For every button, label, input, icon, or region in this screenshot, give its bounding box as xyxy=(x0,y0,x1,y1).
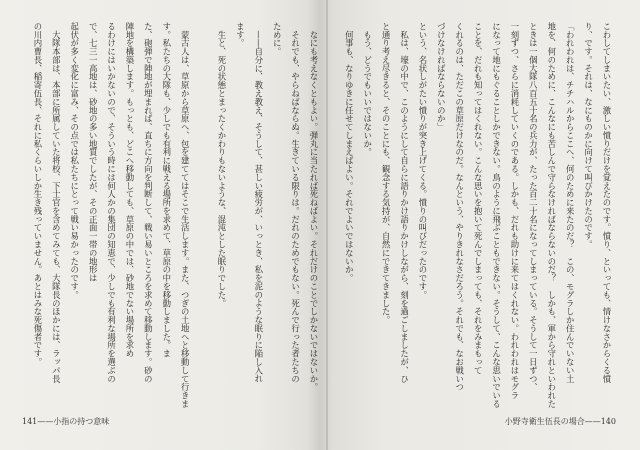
text-column: くれるのは、ただこの草原だけなのだ。なんという、やりきれなさだろう。それでも、なお戦いつ xyxy=(454,22,465,392)
text-column: 起伏が多く変化に富み、その点では私たちにとって戦い易かったのです。 xyxy=(69,22,80,299)
book-gutter xyxy=(326,0,328,450)
right-page xyxy=(336,22,616,414)
text-column: 陣地を構築します。もっとも、どこへ移動しても、草原の中では、砂地でない場所を求め xyxy=(124,22,135,358)
text-column: るわけにはいかないので、そういう時には何人かの集団の知恵で、少しでも有利な場所を選ぶの xyxy=(106,22,117,383)
column-gap xyxy=(194,22,212,414)
page-footer-right: 小野寺衛生伍長の場合——140 xyxy=(504,417,616,426)
text-column: た、砲弾で陣地が埋まれば、直ちに方向を判断して、戦い易いところを求めて移動します。砂の xyxy=(143,22,154,383)
text-column: ます。 xyxy=(235,22,246,48)
text-column: と通り考え尽きると、そのことにも、観念する気持が、自然にできてきました。 xyxy=(381,22,392,325)
left-page xyxy=(28,22,323,414)
text-column: の川内曹長、稲寄伍長、それに私くらいしか生き残っていません。あとはみな死傷者です。 xyxy=(32,22,43,366)
text-column: という、名状しがたい憤りが突き上げてくる。憤りの叫びだったのです。 xyxy=(417,22,428,299)
text-column: ——自分に、教え教え、そうして、甚しい疲労が、いっとき、私を泥のような眠りに陥し入れ xyxy=(253,22,264,383)
text-column: ことを、だれも知ってはくれない。こんな思いを抱いて死んでしまっても、それをみまもって xyxy=(473,22,484,375)
text-column: 何事も、なりゆきに任せてしまえばよい。それでよいではないか。 xyxy=(344,22,355,283)
text-column: 地を、何のために、こんなにも苦しんで守らなければならないのだ？ しかも、軍から守れといわれた xyxy=(546,22,557,408)
text-column: づけなければならないのか」 xyxy=(436,22,447,132)
text-column: こわしてしまいたい、激しい憤りだけを覚えたのです。憤り、といっても、情けなさからくる憤 xyxy=(602,22,612,383)
text-column: 「われわれは、チチハルからここへ、何のために来たのだ？ この、モグラしか住んでいない土 xyxy=(565,22,576,383)
text-column: 一刻ずつ、さらに消耗していくのである。しかも、だれも助けに来てはくれない。われわれはモグラ xyxy=(509,22,520,400)
text-column: 生と、死の状態とまったくかわりもないような、混沌とした眠りでした。 xyxy=(216,22,227,308)
text-column: それでも、やらねばならぬ。生きている限りは。だれのためでもない。死んで行った者たちの xyxy=(290,22,301,383)
text-column: ために。 xyxy=(272,22,283,56)
text-column: 私は、壕の中で、このようにして自らに語りかけ語りかけしながら、刻を過ごしましたが、ひ xyxy=(399,22,410,383)
text-column: もう、どうでもいいではないか。 xyxy=(362,22,373,157)
text-column: り、です。それは、なにものかに向けて叫びかけたのです。 xyxy=(583,22,594,249)
text-column: なにも考えなくともよい。弾丸に当たれば死ねばよい。それだけのことでしかないではないか。 xyxy=(309,22,319,392)
text-column: になって地にもぐることしかできない。鳥のように飛ぶこともできない。そうして、こんな思いでいる xyxy=(491,22,502,408)
text-column: す。私たちの大隊も、少しでも有利に戦える場所を求めて、草原の中を移動しました。ま xyxy=(161,22,172,358)
text-column: 大隊本部は、本部に所属していた将校、下士官を含めてみても、大隊長のほかには、ラッパ長 xyxy=(51,22,62,383)
page-footer-left: 141——小指の持つ意味 xyxy=(22,417,110,426)
text-column: 蒙古人は、草原から草原へ、包を建ててはそこで生活します。また、つぎの土地へと移動して行きま xyxy=(180,22,191,408)
text-column: で、七三一高地は、砂地の多い地質でしたが、その正面一帯の地形は xyxy=(88,22,99,283)
text-column: ときは一個大隊八百五十名の兵力が、たった百二十名になってしまっている。そうして一日ずつ、 xyxy=(528,22,539,392)
